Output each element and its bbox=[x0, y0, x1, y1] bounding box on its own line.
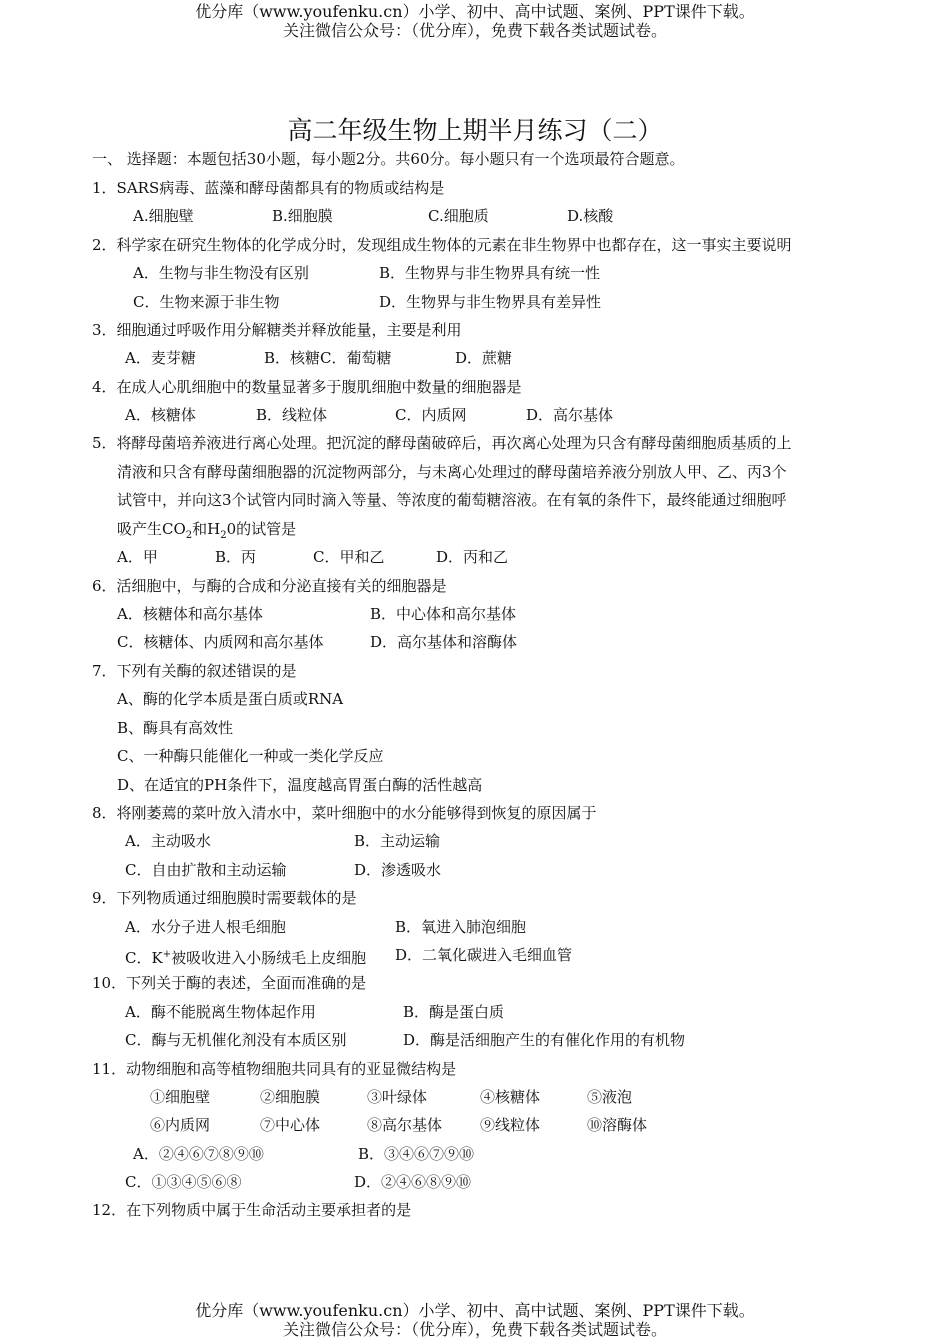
page-title: 高二年级生物上期半月练习（二） bbox=[287, 116, 663, 145]
option-c: C.细胞质 bbox=[428, 207, 489, 225]
option-b: B．生物界与非生物界具有统一性 bbox=[379, 264, 601, 282]
option-a: A．酶不能脱离生物体起作用 bbox=[125, 1003, 316, 1021]
list-item: ⑦中心体 bbox=[260, 1116, 321, 1134]
option-b: B．③④⑥⑦⑨⑩ bbox=[358, 1145, 475, 1163]
question-7-stem: 7．下列有关酶的叙述错误的是 bbox=[92, 662, 297, 680]
option-b: B．丙 bbox=[215, 548, 257, 566]
header-line-1: 优分库（www.youfenku.cn）小学、初中、高中试题、案例、PPT课件下载。 bbox=[195, 2, 755, 21]
question-6-stem: 6．活细胞中，与酶的合成和分泌直接有关的细胞器是 bbox=[92, 577, 447, 595]
text-segment: C．K bbox=[125, 949, 163, 967]
question-5-line-3: 试管中，并向这3个试管内同时滴入等量、等浓度的葡萄糖溶液。在有氧的条件下，最终能通过细胞呼 bbox=[117, 491, 787, 509]
list-item: ⑤液泡 bbox=[587, 1088, 633, 1106]
text-segment: 和H bbox=[192, 520, 221, 538]
question-12-stem: 12．在下列物质中属于生命活动主要承担者的是 bbox=[92, 1201, 412, 1219]
option-b: B.细胞膜 bbox=[272, 207, 333, 225]
option-c bbox=[125, 945, 366, 968]
option-d: D．生物界与非生物界具有差异性 bbox=[379, 293, 602, 311]
option-d: D．渗透吸水 bbox=[354, 861, 442, 879]
option-b: B．酶是蛋白质 bbox=[403, 1003, 505, 1021]
subscript: 2 bbox=[185, 530, 193, 541]
option-a: A．②④⑥⑦⑧⑨⑩ bbox=[133, 1145, 264, 1163]
question-5-line-4 bbox=[117, 519, 296, 546]
option-d: D．高尔基体和溶酶体 bbox=[370, 633, 518, 651]
option-a: A．甲 bbox=[117, 548, 158, 566]
option-b: B．氧进入肺泡细胞 bbox=[395, 918, 527, 936]
list-item: ⑧高尔基体 bbox=[367, 1116, 443, 1134]
text-segment: 吸产生CO bbox=[117, 520, 186, 538]
option-d: D、在适宜的PH条件下，温度越高胃蛋白酶的活性越高 bbox=[117, 776, 483, 794]
text-segment: 0的试管是 bbox=[226, 520, 297, 538]
option-a: A．生物与非生物没有区别 bbox=[133, 264, 309, 282]
option-d: D．二氧化碳进入毛细血管 bbox=[395, 946, 573, 964]
footer-line-2: 关注微信公众号：（优分库），免费下载各类试题试卷。 bbox=[282, 1320, 667, 1339]
footer-line-1: 优分库（www.youfenku.cn）小学、初中、高中试题、案例、PPT课件下载。 bbox=[195, 1301, 755, 1320]
section-heading: 一、 选择题：本题包括30小题，每小题2分。共60分。每小题只有一个选项最符合题意。 bbox=[92, 150, 685, 168]
list-item: ⑥内质网 bbox=[150, 1116, 211, 1134]
list-item: ③叶绿体 bbox=[367, 1088, 428, 1106]
option-a: A．水分子进人根毛细胞 bbox=[125, 918, 286, 936]
option-b: B．线粒体 bbox=[256, 406, 328, 424]
option-c: C．自由扩散和主动运输 bbox=[125, 861, 287, 879]
option-a: A．麦芽糖 bbox=[125, 349, 196, 367]
option-c: C、一种酶只能催化一种或一类化学反应 bbox=[117, 747, 384, 765]
question-1-stem: 1．SARS病毒、蓝藻和酵母菌都具有的物质或结构是 bbox=[92, 179, 445, 197]
option-b: B．主动运输 bbox=[354, 832, 441, 850]
option-a: A、酶的化学本质是蛋白质或RNA bbox=[117, 690, 344, 708]
option-c: C．生物来源于非生物 bbox=[133, 293, 280, 311]
question-5-line-2: 清液和只含有酵母菌细胞器的沉淀物两部分，与未离心处理过的酵母菌培养液分别放人甲、乙、丙3个 bbox=[117, 463, 787, 481]
text-segment: 被吸收进入小肠绒毛上皮细胞 bbox=[171, 949, 367, 967]
option-b-c: B．核糖C．葡萄糖 bbox=[264, 349, 392, 367]
option-a: A．核糖体和高尔基体 bbox=[117, 605, 263, 623]
list-item: ④核糖体 bbox=[480, 1088, 541, 1106]
option-d: D．②④⑥⑧⑨⑩ bbox=[354, 1173, 472, 1191]
option-a: A.细胞壁 bbox=[133, 207, 194, 225]
option-c: C．内质网 bbox=[395, 406, 467, 424]
question-2-stem: 2．科学家在研究生物体的化学成分时，发现组成生物体的元素在非生物界中也都存在，这一事实主要说明 bbox=[92, 236, 792, 254]
list-item: ②细胞膜 bbox=[260, 1088, 321, 1106]
option-d: D.核酸 bbox=[567, 207, 614, 225]
list-item: ①细胞壁 bbox=[150, 1088, 211, 1106]
option-c: C．核糖体、内质网和高尔基体 bbox=[117, 633, 324, 651]
option-c: C．甲和乙 bbox=[313, 548, 385, 566]
option-a: A．核糖体 bbox=[125, 406, 196, 424]
question-3-stem: 3．细胞通过呼吸作用分解糖类并释放能量，主要是利用 bbox=[92, 321, 462, 339]
question-4-stem: 4．在成人心肌细胞中的数量显著多于腹肌细胞中数量的细胞器是 bbox=[92, 378, 522, 396]
option-b: B、酶具有高效性 bbox=[117, 719, 234, 737]
option-d: D．丙和乙 bbox=[436, 548, 509, 566]
option-d: D．酶是活细胞产生的有催化作用的有机物 bbox=[403, 1031, 686, 1049]
question-8-stem: 8．将刚萎蔫的菜叶放入清水中，菜叶细胞中的水分能够得到恢复的原因属于 bbox=[92, 804, 597, 822]
option-b: B．中心体和高尔基体 bbox=[370, 605, 517, 623]
question-10-stem: 10．下列关于酶的表述，全面而准确的是 bbox=[92, 974, 367, 992]
subscript: 2 bbox=[220, 530, 227, 541]
superscript: + bbox=[162, 949, 172, 960]
header-line-2: 关注微信公众号：（优分库），免费下载各类试题试卷。 bbox=[282, 21, 667, 40]
list-item: ⑨线粒体 bbox=[480, 1116, 541, 1134]
list-item: ⑩溶酶体 bbox=[587, 1116, 648, 1134]
question-5-line-1: 5．将酵母菌培养液进行离心处理。把沉淀的酵母菌破碎后，再次离心处理为只含有酵母菌细胞质基质的上 bbox=[92, 434, 792, 452]
question-11-stem: 11．动物细胞和高等植物细胞共同具有的亚显微结构是 bbox=[92, 1060, 457, 1078]
option-c: C．酶与无机催化剂没有本质区别 bbox=[125, 1031, 347, 1049]
option-a: A．主动吸水 bbox=[125, 832, 211, 850]
option-d: D．蔗糖 bbox=[455, 349, 513, 367]
question-9-stem: 9．下列物质通过细胞膜时需要载体的是 bbox=[92, 889, 357, 907]
option-c: C．①③④⑤⑥⑧ bbox=[125, 1173, 242, 1191]
option-d: D．高尔基体 bbox=[526, 406, 614, 424]
